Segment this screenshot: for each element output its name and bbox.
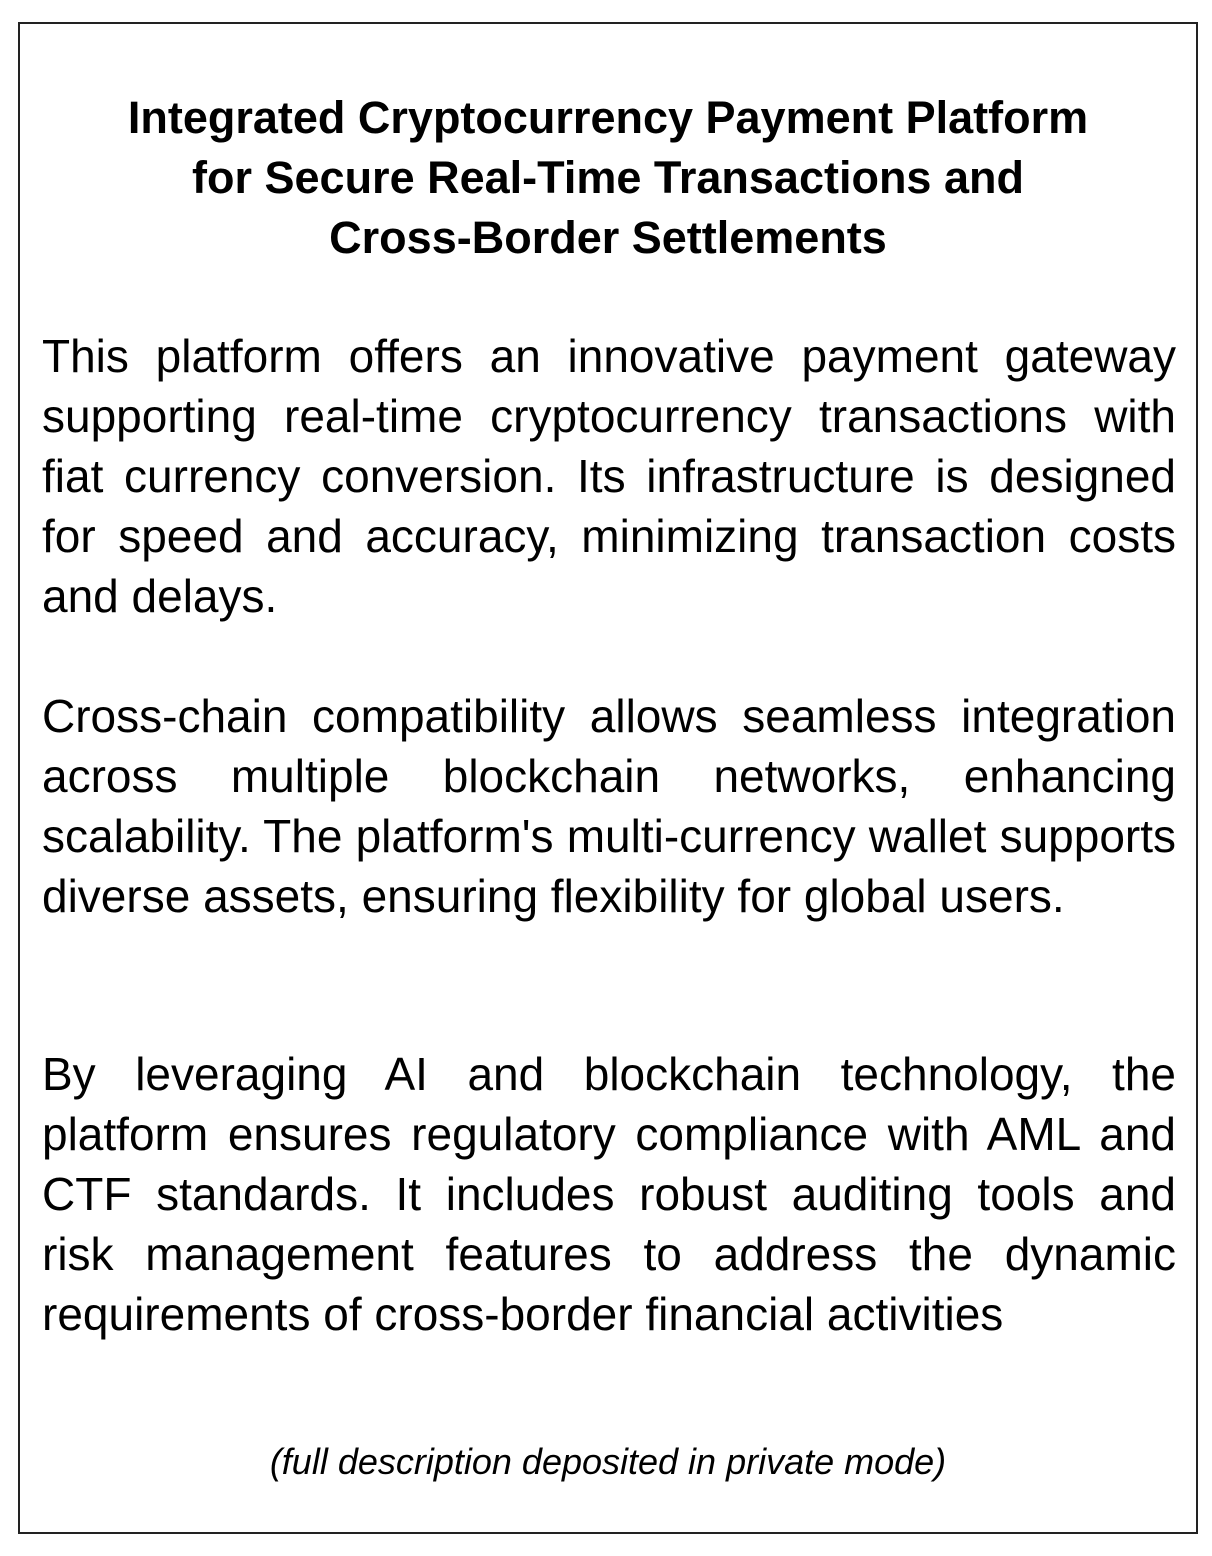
title-line: Cross-Border Settlements bbox=[329, 212, 887, 263]
title-line: for Secure Real-Time Transactions and bbox=[192, 152, 1024, 203]
paragraph-compliance: By leveraging AI and blockchain technology, the platform ensures regulatory compliance with AML and CTF standards. It includes robust auditing tools and risk management features to address the dynamic requirements of cross-border financial activities bbox=[42, 1048, 1176, 1340]
paragraph-payment-gateway: This platform offers an innovative payment gateway supporting real-time cryptocurrency transactions with fiat currency conversion. Its infrastructure is designed for speed and accuracy, minimizing transaction costs and delays. bbox=[42, 330, 1176, 622]
title-line: Integrated Cryptocurrency Payment Platform bbox=[127, 92, 1089, 143]
footnote: (full description deposited in private mode) bbox=[269, 1441, 947, 1482]
document-frame bbox=[18, 22, 1198, 1534]
paragraph-cross-chain: Cross-chain compatibility allows seamless integration across multiple blockchain networks, enhancing scalability. The platform's multi-currency wallet supports diverse assets, ensuring flexibility for global users. bbox=[42, 690, 1176, 922]
document-title bbox=[20, 88, 1196, 268]
